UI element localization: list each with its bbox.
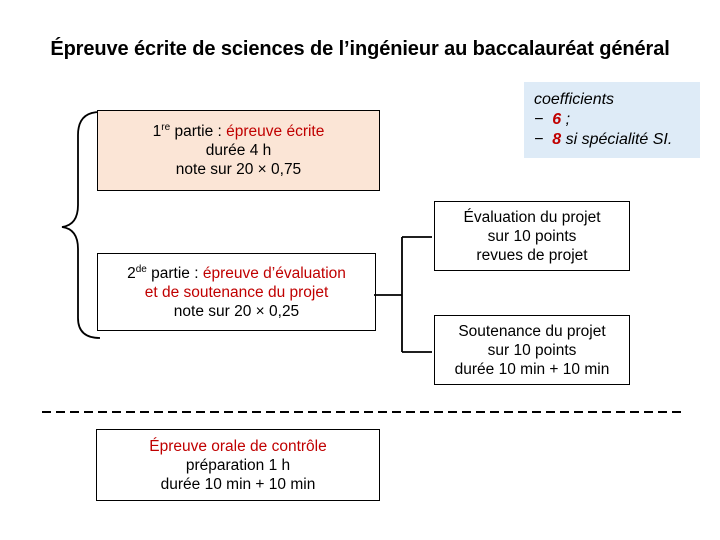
orale-preparation: préparation 1 h bbox=[185, 456, 291, 474]
orale-title: Épreuve orale de contrôle bbox=[149, 437, 327, 455]
orale-duration: durée 10 min + 10 min bbox=[160, 475, 316, 493]
orale-box bbox=[96, 429, 380, 501]
soutenance-duration: durée 10 min + 10 min bbox=[454, 360, 610, 378]
partie2-grade: note sur 20 × 0,25 bbox=[173, 302, 300, 320]
coefficient-value-2: 8 bbox=[552, 131, 562, 148]
partie1-number: 1 bbox=[152, 123, 162, 140]
curly-brace bbox=[62, 112, 100, 338]
partie1-grade: note sur 20 × 0,75 bbox=[175, 161, 302, 178]
evaluation-reviews: revues de projet bbox=[476, 246, 588, 264]
coefficient-dash-2: − bbox=[534, 131, 544, 148]
partie2-label: partie : bbox=[146, 264, 203, 282]
connector-tree bbox=[374, 237, 432, 352]
partie1-duration: durée 4 h bbox=[205, 142, 272, 159]
coefficient-suffix-1: ; bbox=[561, 111, 571, 128]
coefficient-item-1 bbox=[534, 110, 700, 130]
partie2-label-red: épreuve d’évaluation bbox=[202, 264, 346, 282]
coefficient-item-2 bbox=[534, 130, 700, 150]
partie1-title bbox=[98, 122, 379, 141]
partie2-title bbox=[98, 264, 375, 283]
partie1-label-red: épreuve écrite bbox=[226, 123, 325, 140]
partie1-box bbox=[97, 110, 380, 191]
evaluation-points: sur 10 points bbox=[487, 227, 577, 245]
evaluation-box bbox=[434, 201, 630, 271]
partie2-subtitle: et de soutenance du projet bbox=[144, 283, 329, 301]
partie2-sup: de bbox=[135, 263, 147, 275]
soutenance-box bbox=[434, 315, 630, 385]
coefficient-suffix-2: si spécialité SI. bbox=[561, 131, 673, 148]
soutenance-title: Soutenance du projet bbox=[458, 322, 606, 340]
partie1-sup: re bbox=[161, 121, 171, 133]
partie2-number: 2 bbox=[127, 264, 136, 282]
coefficients-box bbox=[524, 82, 700, 158]
partie2-box bbox=[97, 253, 376, 331]
coefficient-dash-1: − bbox=[534, 111, 544, 128]
coefficient-value-1: 6 bbox=[552, 111, 562, 128]
evaluation-title: Évaluation du projet bbox=[463, 208, 601, 226]
soutenance-points: sur 10 points bbox=[487, 341, 577, 359]
partie1-label: partie : bbox=[170, 123, 227, 140]
coefficients-heading: coefficients bbox=[534, 91, 615, 108]
diagram-title: Épreuve écrite de sciences de l’ingénieur au baccalauréat général bbox=[50, 38, 670, 60]
